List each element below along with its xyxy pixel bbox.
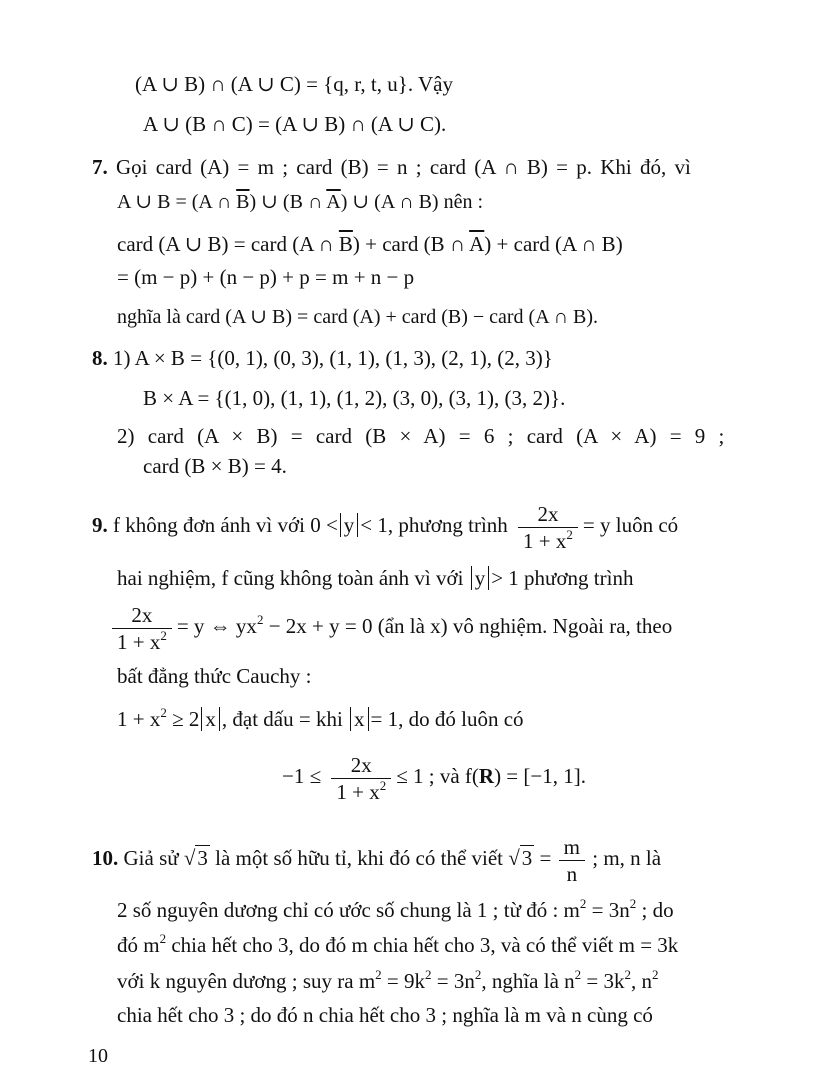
ex7-line-5: nghĩa là card (A ∪ B) = card (A) + card (B) − card (A ∩ B).	[117, 306, 598, 328]
ex10-line-3: đó $m^2$ chia hết cho 3, do đó m chia hết cho 3, và có thể viết m = 3k	[117, 931, 679, 957]
ex10-l1-c: =	[534, 846, 557, 870]
ex10-l2-a: 2 số nguyên dương chỉ có ước số chung là 1 ; từ đó : m	[117, 898, 580, 922]
ex8-number: 8.	[92, 346, 108, 370]
ex9-l6-d: ) = [−1, 1].	[494, 764, 586, 788]
ex9-l5-b: ≥ 2	[166, 707, 200, 731]
ex9-line-6	[282, 748, 586, 805]
page-number: 10	[88, 1045, 108, 1067]
ex9-frac1-numerator: 2x	[537, 501, 559, 526]
ex9-l2-c: > 1 phương trình	[491, 566, 634, 590]
ex9-l6-b: ≤ 1 ; và f(	[396, 764, 479, 788]
ex10-number: 10.	[92, 846, 119, 870]
ex9-frac2-denominator: $1 + x^2$	[112, 628, 172, 655]
ex10-line-1: 10. Giả sử √3 là một số hữu tỉ, khi đó có thể viết √3 = $\frac{m}{n}$ ; m, n là	[92, 834, 662, 886]
ex10-sqrt-3-b: 3	[521, 846, 533, 870]
ex9-l6-a: −1 ≤	[282, 764, 322, 788]
ex9-l1-a: f không đơn ánh vì với 0 <	[113, 513, 338, 537]
ex7-line-3	[117, 232, 623, 256]
ex9-frac3-numerator: 2x	[350, 752, 372, 777]
ex10-l4-e: = 3k	[581, 969, 625, 993]
ex10-l2-b: = 3n	[586, 898, 630, 922]
ex7-complement-a: $\overline{A}$	[326, 191, 341, 213]
ex6-line-1: (A ∪ B) ∩ (A ∪ C) = {q, r, t, u}. Vậy	[135, 72, 453, 96]
ex9-l3-b: − 2x + y = 0 (ẩn là x) vô nghiệm. Ngoài ra, theo	[263, 614, 673, 638]
ex7-l3-c: ) + card (B ∩	[352, 232, 470, 256]
ex10-l4-d: , nghĩa là n	[481, 969, 575, 993]
ex9-fraction-3	[331, 752, 391, 805]
ex9-line-2	[117, 566, 633, 590]
ex10-l2-c: ; do	[636, 898, 674, 922]
ex8-line-1	[92, 346, 553, 370]
ex7-line-1	[92, 155, 691, 179]
ex10-l1-a: Giả sử	[123, 846, 179, 870]
ex9-line-1	[92, 497, 678, 554]
ex10-l1-d: ; m, n là	[586, 846, 662, 870]
ex7-l3-complement-a: $\overline{A}$	[469, 232, 485, 256]
ex9-l1-d: = y luôn có	[582, 513, 679, 537]
ex10-sqrt-3: 3	[197, 846, 208, 870]
ex9-fraction-2	[112, 602, 172, 655]
ex10-l4-a: với k nguyên dương ; suy ra m	[117, 969, 376, 993]
ex8-line-3: 2) card (A × B) = card (B × A) = 6 ; card (A × A) = 9 ;	[117, 424, 725, 448]
ex10-line-2: 2 số nguyên dương chỉ có ước số chung là 1 ; từ đó : $m^2 = 3n^2$ ; do	[117, 896, 674, 922]
ex7-line-4: = (m − p) + (n − p) + p = m + n − p	[117, 265, 415, 289]
ex9-abs-y: y	[340, 513, 359, 537]
ex9-line-5: $1 + x^2 \ge 2$ x , đạt dấu = khi x = 1, do đó luôn có	[117, 705, 524, 731]
ex10-fraction	[559, 834, 585, 887]
ex7-line-2	[117, 190, 483, 214]
ex9-l5-f: = 1, do đó luôn có	[370, 707, 524, 731]
ex9-abs-x: x	[201, 707, 220, 731]
ex9-line-3: $\frac{2x}{1 + x^2}$ = y ⇔ $yx^2 - 2x + y = 0$ (ẩn là x) vô nghiệm. Ngoài ra, theo	[112, 598, 672, 655]
ex8-line-2: B × A = {(1, 0), (1, 1), (1, 2), (3, 0), (3, 1), (3, 2)}.	[143, 386, 566, 410]
ex9-abs-x-2: x	[350, 707, 369, 731]
ex9-line-4: bất đẳng thức Cauchy :	[117, 664, 312, 688]
ex9-number: 9.	[92, 513, 108, 537]
ex7-l2-e: ) ∪ (A ∩ B) nên :	[340, 191, 484, 213]
ex7-l3-e: ) + card (A ∩ B)	[484, 232, 623, 256]
ex9-set-r: R	[478, 764, 495, 788]
ex9-l5-d: , đạt dấu = khi	[221, 707, 343, 731]
ex10-l1-b: là một số hữu tỉ, khi đó có thể viết	[209, 846, 504, 870]
ex10-l4-f: , n	[631, 969, 652, 993]
ex10-l4-b: = 9k	[381, 969, 425, 993]
ex10-l4-c: = 3n	[431, 969, 475, 993]
ex9-l2-a: hai nghiệm, f cũng không toàn ánh vì với	[117, 566, 464, 590]
ex9-l3-a: = y ⇔ yx	[176, 614, 257, 638]
ex9-frac3-denominator: $1 + x^2$	[331, 778, 391, 805]
ex9-abs-y-2: y	[471, 566, 490, 590]
ex9-frac2-numerator: 2x	[131, 602, 153, 627]
ex8-text-1: 1) A × B = {(0, 1), (0, 3), (1, 1), (1, 3), (2, 1), (2, 3)}	[113, 346, 553, 370]
ex7-l2-a: A ∪ B = (A ∩	[117, 191, 237, 213]
ex6-line-2: A ∪ (B ∩ C) = (A ∪ B) ∩ (A ∪ C).	[143, 112, 447, 136]
ex7-complement-b: $\overline{B}$	[236, 191, 250, 213]
ex9-l1-c: < 1, phương trình	[360, 513, 508, 537]
ex7-l2-c: ) ∪ (B ∩	[249, 191, 327, 213]
ex10-l3-a: đó m	[117, 933, 160, 957]
ex7-l3-a: card (A ∪ B) = card (A ∩	[117, 232, 339, 256]
ex7-l3-complement-b: $\overline{B}$	[338, 232, 353, 256]
ex9-fraction-1	[518, 501, 578, 554]
ex10-frac-m: m	[563, 834, 580, 859]
ex7-text-1: Gọi card (A) = m ; card (B) = n ; card (A ∩ B) = p. Khi đó, vì	[116, 155, 691, 179]
ex7-number: 7.	[92, 155, 108, 179]
ex10-frac-n: n	[559, 860, 585, 887]
ex10-line-5: chia hết cho 3 ; do đó n chia hết cho 3 ; nghĩa là m và n cùng có	[117, 1003, 653, 1027]
ex10-l3-b: chia hết cho 3, do đó m chia hết cho 3, và có thể viết m = 3k	[166, 933, 679, 957]
ex9-frac1-denominator: $1 + x^2$	[518, 527, 578, 554]
ex10-line-4: với k nguyên dương ; suy ra $m^2 = 9k^2 = 3n^2$, nghĩa là $n^2 = 3k^2$, $n^2$	[117, 967, 659, 993]
ex8-line-4: card (B × B) = 4.	[143, 454, 287, 478]
ex9-l5-a: 1 + x	[117, 707, 161, 731]
